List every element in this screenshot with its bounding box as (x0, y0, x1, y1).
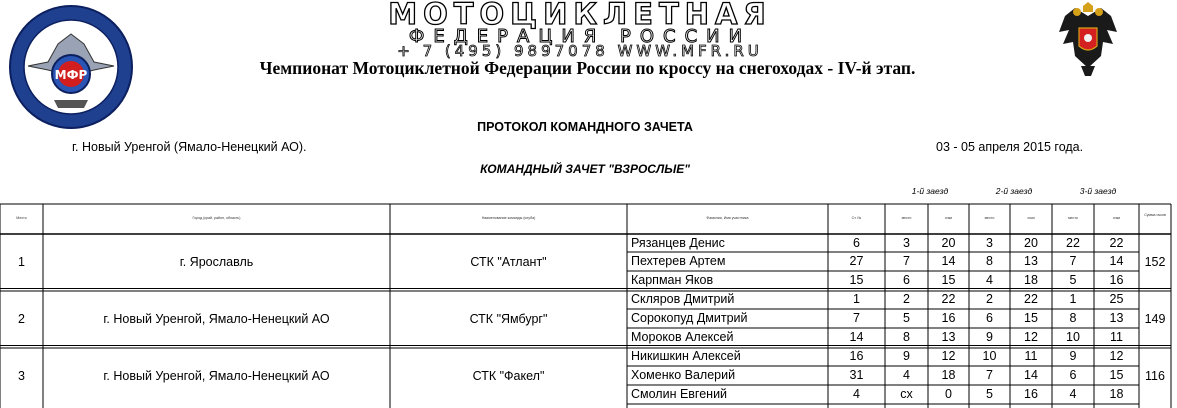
rider-name: Сорокопуд Дмитрий (631, 311, 748, 325)
rider-heat2-place: 6 (986, 311, 993, 325)
rider-heat1-place: 9 (903, 349, 910, 363)
rider-heat1-points: 0 (945, 387, 952, 401)
team-place: 2 (18, 311, 25, 326)
team-city: г. Ярославль (179, 255, 254, 269)
team-place: 3 (18, 368, 25, 383)
rider-heat3-place: 6 (1069, 368, 1077, 382)
logo-abbr: МФР (54, 68, 88, 82)
rider-start-no: 6 (853, 236, 860, 250)
team-name: СТК "Факел" (472, 368, 545, 383)
rider-heat2-points: 20 (1024, 236, 1038, 250)
rider-heat2-place: 5 (986, 387, 993, 401)
rider-heat1-place: 8 (903, 330, 910, 344)
rider-heat1-points: 18 (941, 368, 956, 382)
rider-name: Пехтерев Артем (631, 254, 726, 268)
table-subtitle: КОМАНДНЫЙ ЗАЧЕТ "ВЗРОСЛЫЕ" (480, 162, 690, 176)
col-header-heat3-points: очки (1112, 216, 1121, 220)
heat-3-label: 3-й заезд (1079, 186, 1117, 196)
rider-heat2-points: 15 (1024, 311, 1038, 325)
rider-heat2-place: 4 (986, 273, 993, 287)
rider-name: Рязанцев Денис (631, 236, 725, 250)
rider-heat3-place: 4 (1069, 387, 1077, 401)
brand-contacts: + 7 (495) 9897078 WWW.MFR.RU (397, 42, 763, 60)
rider-heat1-place: 6 (903, 273, 910, 287)
rider-heat2-points: 16 (1024, 387, 1038, 401)
col-header-total: Сумма очков (1144, 213, 1166, 217)
rider-start-no: 16 (849, 349, 864, 363)
rider-heat2-points: 18 (1024, 273, 1038, 287)
rider-heat3-points: 14 (1109, 254, 1124, 268)
rider-start-no: 15 (849, 273, 864, 287)
rider-name: Никишкин Алексей (631, 349, 741, 363)
col-header-city: Город (край, район, область) (192, 216, 241, 220)
rider-heat1-place: 3 (903, 236, 910, 250)
rider-heat3-place: 22 (1066, 236, 1080, 250)
rider-start-no: 1 (853, 292, 860, 306)
team-city: г. Новый Уренгой, Ямало-Ненецкий АО (103, 311, 330, 326)
rider-heat3-place: 5 (1069, 273, 1077, 287)
event-dates: 03 - 05 апреля 2015 года. (936, 140, 1084, 154)
rider-start-no: 14 (849, 330, 864, 344)
rider-start-no: 27 (849, 254, 864, 268)
rider-heat2-place: 2 (986, 292, 993, 306)
rider-heat2-place: 3 (986, 236, 993, 250)
team-place: 1 (18, 255, 25, 269)
rider-name: Смолин Евгений (631, 387, 728, 401)
col-header-start-no: Ст. № (851, 216, 862, 220)
double-headed-eagle-icon (1055, 2, 1121, 78)
col-header-team: Наименование команды (клуба) (481, 216, 536, 220)
rider-heat3-place: 7 (1069, 254, 1077, 268)
col-header-heat1-points: очки (944, 216, 953, 220)
rider-heat2-points: 22 (1024, 292, 1038, 306)
rider-heat2-place: 9 (986, 330, 993, 344)
rider-heat3-place: 8 (1069, 311, 1077, 325)
brand-name-line2: ФЕДЕРАЦИЯ РОССИИ (408, 26, 752, 47)
col-header-place: Место (16, 216, 27, 220)
rider-heat2-place: 8 (986, 254, 993, 268)
rider-name: Карпман Яков (631, 273, 714, 287)
team-name: СТК "Ямбург" (469, 311, 548, 326)
rider-start-no: 4 (853, 387, 860, 401)
rider-heat3-place: 9 (1069, 349, 1077, 363)
rider-heat2-points: 14 (1024, 368, 1038, 382)
team-city: г. Новый Уренгой, Ямало-Ненецкий АО (103, 368, 330, 383)
rider-heat1-points: 13 (941, 330, 956, 344)
rider-heat3-points: 12 (1109, 349, 1124, 363)
team-total-points: 116 (1145, 368, 1165, 383)
rider-name: Скляров Дмитрий (631, 292, 735, 306)
heat-1-label: 1-й заезд (911, 186, 949, 196)
brand-name-line1: МОТОЦИКЛЕТНАЯ (388, 0, 772, 31)
rider-heat2-place: 10 (982, 349, 997, 363)
rider-heat1-place: 7 (903, 254, 910, 268)
col-header-rider: Фамилия, Имя участника (706, 216, 749, 220)
col-header-heat1-place: место (901, 216, 912, 220)
rider-heat3-points: 16 (1109, 273, 1124, 287)
page-title: Чемпионат Мотоциклетной Федерации России по кроссу на снегоходах - IV-й этап. (259, 58, 916, 78)
team-name: СТК "Атлант" (470, 255, 547, 269)
col-header-heat2-place: место (984, 216, 995, 220)
rider-heat2-points: 13 (1024, 254, 1038, 268)
rider-heat1-place: 2 (903, 292, 910, 306)
rider-heat1-place: сх (900, 387, 913, 401)
event-location: г. Новый Уренгой (Ямало-Ненецкий АО). (72, 140, 307, 154)
team-total-points: 152 (1144, 255, 1166, 269)
rider-name: Мороков Алексей (631, 330, 734, 344)
rider-heat3-points: 11 (1110, 330, 1123, 344)
rider-heat3-place: 10 (1066, 330, 1080, 344)
rider-heat1-points: 14 (941, 254, 956, 268)
col-header-heat3-place: место (1068, 216, 1078, 220)
col-header-heat2-points: очки (1027, 216, 1035, 220)
rider-start-no: 31 (849, 368, 864, 382)
rider-heat3-points: 22 (1109, 236, 1124, 250)
rider-heat3-points: 18 (1109, 387, 1124, 401)
rider-heat1-place: 5 (903, 311, 910, 325)
rider-heat1-points: 22 (941, 292, 956, 306)
rider-heat1-points: 15 (941, 273, 956, 287)
rider-heat1-points: 16 (941, 311, 956, 325)
rider-heat2-points: 11 (1024, 349, 1038, 363)
mfr-logo (8, 4, 134, 130)
rider-start-no: 7 (853, 311, 860, 325)
rider-heat1-points: 12 (941, 349, 956, 363)
rider-heat2-place: 7 (986, 368, 993, 382)
rider-heat1-place: 4 (903, 368, 910, 382)
rider-heat1-points: 20 (941, 236, 956, 250)
rider-heat3-points: 15 (1109, 368, 1124, 382)
heat-2-label: 2-й заезд (995, 186, 1033, 196)
protocol-heading: ПРОТОКОЛ КОМАНДНОГО ЗАЧЕТА (477, 120, 693, 134)
rider-heat3-points: 13 (1109, 311, 1124, 325)
team-total-points: 149 (1144, 311, 1166, 326)
rider-name: Хоменко Валерий (631, 368, 736, 382)
rider-heat3-place: 1 (1069, 292, 1077, 306)
rider-heat2-points: 12 (1024, 330, 1038, 344)
rider-heat3-points: 25 (1109, 292, 1124, 306)
